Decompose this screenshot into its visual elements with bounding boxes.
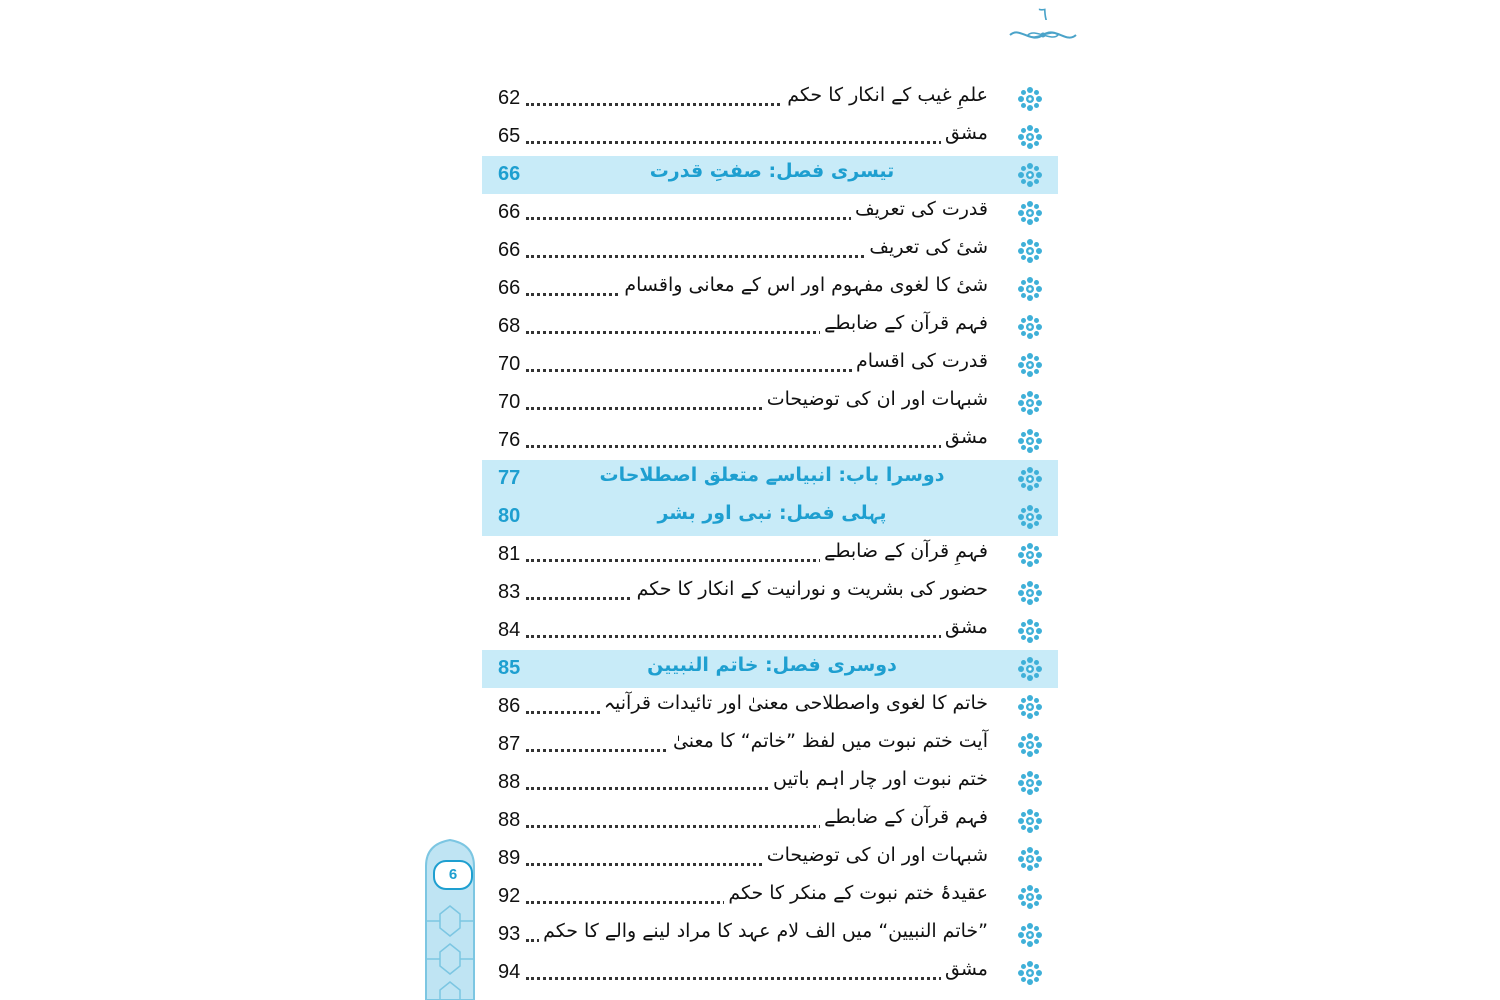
toc-entry-page: 66 [498, 163, 521, 185]
toc-entry-title: فہمِ قرآن کے ضابطے [820, 540, 988, 562]
toc-entry-page: 62 [498, 87, 521, 109]
toc-entry-page: 66 [498, 201, 521, 223]
toc-entry-title: عقیدۂ ختم نبوت کے منکر کا حکم [724, 882, 988, 904]
toc-entry[interactable] [482, 384, 1058, 422]
floral-medallion-icon [1017, 466, 1043, 492]
toc-entry-title: مشق [941, 426, 988, 448]
floral-medallion-icon [1017, 960, 1043, 986]
toc-section-heading[interactable] [482, 460, 1058, 498]
toc-entry[interactable] [482, 726, 1058, 764]
toc-entry-page: 81 [498, 543, 521, 565]
toc-entry-page: 76 [498, 429, 521, 451]
toc-entry-title: شبہات اور ان کی توضیحات [763, 388, 988, 410]
toc-entry[interactable] [482, 422, 1058, 460]
toc-entry-page: 89 [498, 847, 521, 869]
toc-entry-page: 66 [498, 277, 521, 299]
floral-medallion-icon [1017, 86, 1043, 112]
toc-entry-title: مشق [941, 616, 988, 638]
toc-entry-title: قدرت کی اقسام [852, 350, 988, 372]
floral-medallion-icon [1017, 770, 1043, 796]
toc-entry[interactable] [482, 840, 1058, 878]
floral-medallion-icon [1017, 200, 1043, 226]
toc-entry-page: 86 [498, 695, 521, 717]
toc-entry-title: آیت ختم نبوت میں لفظ ”خاتم“ کا معنیٰ [669, 730, 988, 752]
toc-entry[interactable] [482, 308, 1058, 346]
toc-entry-title: قدرت کی تعریف [851, 198, 988, 220]
toc-entry-title: فہم قرآن کے ضابطے [820, 806, 988, 828]
page-number-top: ٦ [1038, 4, 1048, 25]
floral-medallion-icon [1017, 618, 1043, 644]
toc-entry[interactable] [482, 346, 1058, 384]
toc-entry-title: ”خاتم النبیین“ میں الف لام عہد کا مراد لینے والے کا حکم [539, 920, 988, 942]
toc-entry-page: 70 [498, 353, 521, 375]
dot-leader [526, 445, 984, 448]
floral-medallion-icon [1017, 428, 1043, 454]
floral-medallion-icon [1017, 656, 1043, 682]
toc-entry-title: دوسری فصل: خاتم النبیین [647, 654, 897, 676]
floral-medallion-icon [1017, 352, 1043, 378]
toc-entry-title: فہم قرآن کے ضابطے [820, 312, 988, 334]
toc-entry-page: 68 [498, 315, 521, 337]
toc-entry-page: 85 [498, 657, 521, 679]
toc-entry[interactable] [482, 878, 1058, 916]
toc-entry-page: 92 [498, 885, 521, 907]
floral-medallion-icon [1017, 846, 1043, 872]
toc-entry[interactable] [482, 80, 1058, 118]
floral-medallion-icon [1017, 162, 1043, 188]
toc-section-heading[interactable] [482, 650, 1058, 688]
toc-entry[interactable] [482, 194, 1058, 232]
dot-leader [526, 635, 984, 638]
floral-medallion-icon [1017, 504, 1043, 530]
floral-medallion-icon [1017, 694, 1043, 720]
toc-entry-page: 93 [498, 923, 521, 945]
toc-entry-title: ختم نبوت اور چار اہم باتیں [769, 768, 988, 790]
floral-medallion-icon [1017, 808, 1043, 834]
floral-medallion-icon [1017, 276, 1043, 302]
floral-medallion-icon [1017, 542, 1043, 568]
side-page-number: 6 [433, 860, 473, 890]
toc-entry-page: 70 [498, 391, 521, 413]
toc-entry-page: 65 [498, 125, 521, 147]
toc-section-heading[interactable] [482, 498, 1058, 536]
table-of-contents [482, 80, 1058, 992]
toc-entry-title: مشق [941, 122, 988, 144]
toc-entry-title: خاتم کا لغوی واصطلاحی معنیٰ اور تائیدات قرآنیہ [600, 692, 988, 714]
toc-entry-title: تیسری فصل: صفتِ قدرت [649, 160, 895, 182]
toc-entry-page: 80 [498, 505, 521, 527]
toc-entry[interactable] [482, 802, 1058, 840]
toc-entry-title: دوسرا باب: انبیاسے متعلق اصطلاحات [599, 464, 945, 486]
toc-entry-page: 66 [498, 239, 521, 261]
toc-entry-title: مشق [941, 958, 988, 980]
toc-entry-title: شیٔ کی تعریف [865, 236, 988, 258]
toc-entry[interactable] [482, 270, 1058, 308]
floral-medallion-icon [1017, 314, 1043, 340]
toc-entry-page: 83 [498, 581, 521, 603]
toc-entry[interactable] [482, 612, 1058, 650]
toc-entry-title: شبہات اور ان کی توضیحات [763, 844, 988, 866]
toc-entry[interactable] [482, 688, 1058, 726]
toc-entry[interactable] [482, 916, 1058, 954]
toc-entry-page: 88 [498, 771, 521, 793]
floral-medallion-icon [1017, 580, 1043, 606]
toc-entry-page: 94 [498, 961, 521, 983]
dot-leader [526, 977, 984, 980]
toc-entry-title: پہلی فصل: نبی اور بشر [657, 502, 887, 524]
floral-medallion-icon [1017, 884, 1043, 910]
floral-medallion-icon [1017, 238, 1043, 264]
toc-entry-title: حضور کی بشریت و نورانیت کے انکار کا حکم [633, 578, 988, 600]
flourish-ornament-icon [1008, 24, 1078, 46]
toc-entry-page: 84 [498, 619, 521, 641]
toc-entry-title: علمِ غیب کے انکار کا حکم [783, 84, 988, 106]
toc-entry[interactable] [482, 118, 1058, 156]
toc-section-heading[interactable] [482, 156, 1058, 194]
toc-entry[interactable] [482, 574, 1058, 612]
toc-entry[interactable] [482, 232, 1058, 270]
toc-entry[interactable] [482, 954, 1058, 992]
toc-entry-page: 77 [498, 467, 521, 489]
floral-medallion-icon [1017, 922, 1043, 948]
dot-leader [526, 141, 984, 144]
toc-entry-page: 87 [498, 733, 521, 755]
toc-entry-title: شیٔ کا لغوی مفہوم اور اس کے معانی واقسام [620, 274, 988, 296]
floral-medallion-icon [1017, 124, 1043, 150]
toc-entry[interactable] [482, 764, 1058, 802]
floral-medallion-icon [1017, 390, 1043, 416]
toc-entry-page: 88 [498, 809, 521, 831]
toc-entry[interactable] [482, 536, 1058, 574]
floral-medallion-icon [1017, 732, 1043, 758]
